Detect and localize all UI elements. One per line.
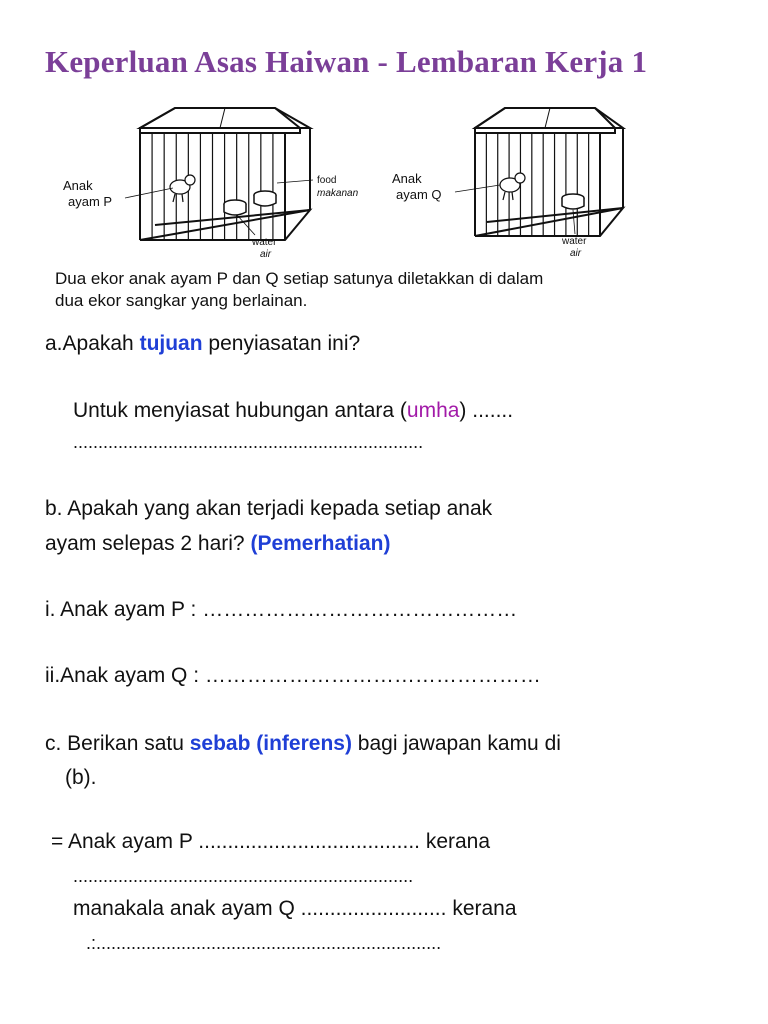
figure-caption <box>55 268 543 312</box>
question-c-line-2: (b). <box>65 766 97 789</box>
keyword-tujuan: tujuan <box>139 332 203 355</box>
answer-a-prefix: Untuk menyiasat hubungan antara ( <box>73 399 407 422</box>
label-water-en-left: water <box>252 237 277 248</box>
label-water-ms-right: air <box>570 248 582 259</box>
label-food-en: food <box>317 175 337 186</box>
question-c-line-1 <box>45 732 561 756</box>
question-a <box>45 332 360 356</box>
cage-illustration <box>55 100 655 268</box>
answer-a-line-2[interactable]: ...................................................................... <box>73 432 424 452</box>
worksheet-title: Keperluan Asas Haiwan - Lembaran Kerja 1 <box>45 44 648 79</box>
answer-b-item-i[interactable]: i. Anak ayam P : ……………………………………… <box>45 598 518 621</box>
question-a-prefix: a.Apakah <box>45 332 140 355</box>
label-anak-p-2: ayam P <box>68 194 113 209</box>
answer-c-p[interactable]: = Anak ayam P ...................................... kerana <box>51 830 491 853</box>
question-b-line-1: b. Apakah yang akan terjadi kepada setiap anak <box>45 497 493 520</box>
keyword-pemerhatian: (Pemerhatian) <box>250 532 391 555</box>
answer-c-p-line-2[interactable]: .................................................................... <box>73 866 414 886</box>
water-bowl-q-icon <box>562 194 584 209</box>
answer-a-line-1 <box>73 399 513 423</box>
label-anak-q-2: ayam Q <box>396 187 442 202</box>
caption-line-1: Dua ekor anak ayam P dan Q setiap satunya diletakkan di dalam <box>55 269 544 288</box>
chick-q-icon <box>500 173 525 200</box>
question-b-line-2-prefix: ayam selepas 2 hari? <box>45 532 251 555</box>
question-c-suffix: bagi jawapan kamu di <box>351 732 561 755</box>
answer-c-q-line-2[interactable]: .:..................................................................... <box>86 933 442 953</box>
label-water-en-right: water <box>562 236 587 247</box>
label-anak-q-1: Anak <box>392 171 422 186</box>
keyword-sebab-inferens: sebab (inferens) <box>189 732 352 755</box>
label-food-ms: makanan <box>317 188 359 199</box>
label-anak-p-1: Anak <box>63 178 93 193</box>
question-b-line-2 <box>45 532 391 556</box>
keyword-umha: umha <box>406 399 460 422</box>
caption-line-2: dua ekor sangkar yang berlainan. <box>55 291 308 310</box>
question-a-suffix: penyiasatan ini? <box>202 332 361 355</box>
question-c-prefix: c. Berikan satu <box>45 732 190 755</box>
water-bowl-icon <box>224 200 246 215</box>
answer-c-q[interactable]: manakala anak ayam Q ......................... kerana <box>73 897 517 920</box>
chick-p-icon <box>170 175 195 202</box>
food-bowl-icon <box>254 191 276 206</box>
label-water-ms-left: air <box>260 249 272 260</box>
answer-a-suffix: ) ....... <box>459 399 514 422</box>
answer-b-item-ii[interactable]: ii.Anak ayam Q : ………………………………………… <box>45 664 541 687</box>
